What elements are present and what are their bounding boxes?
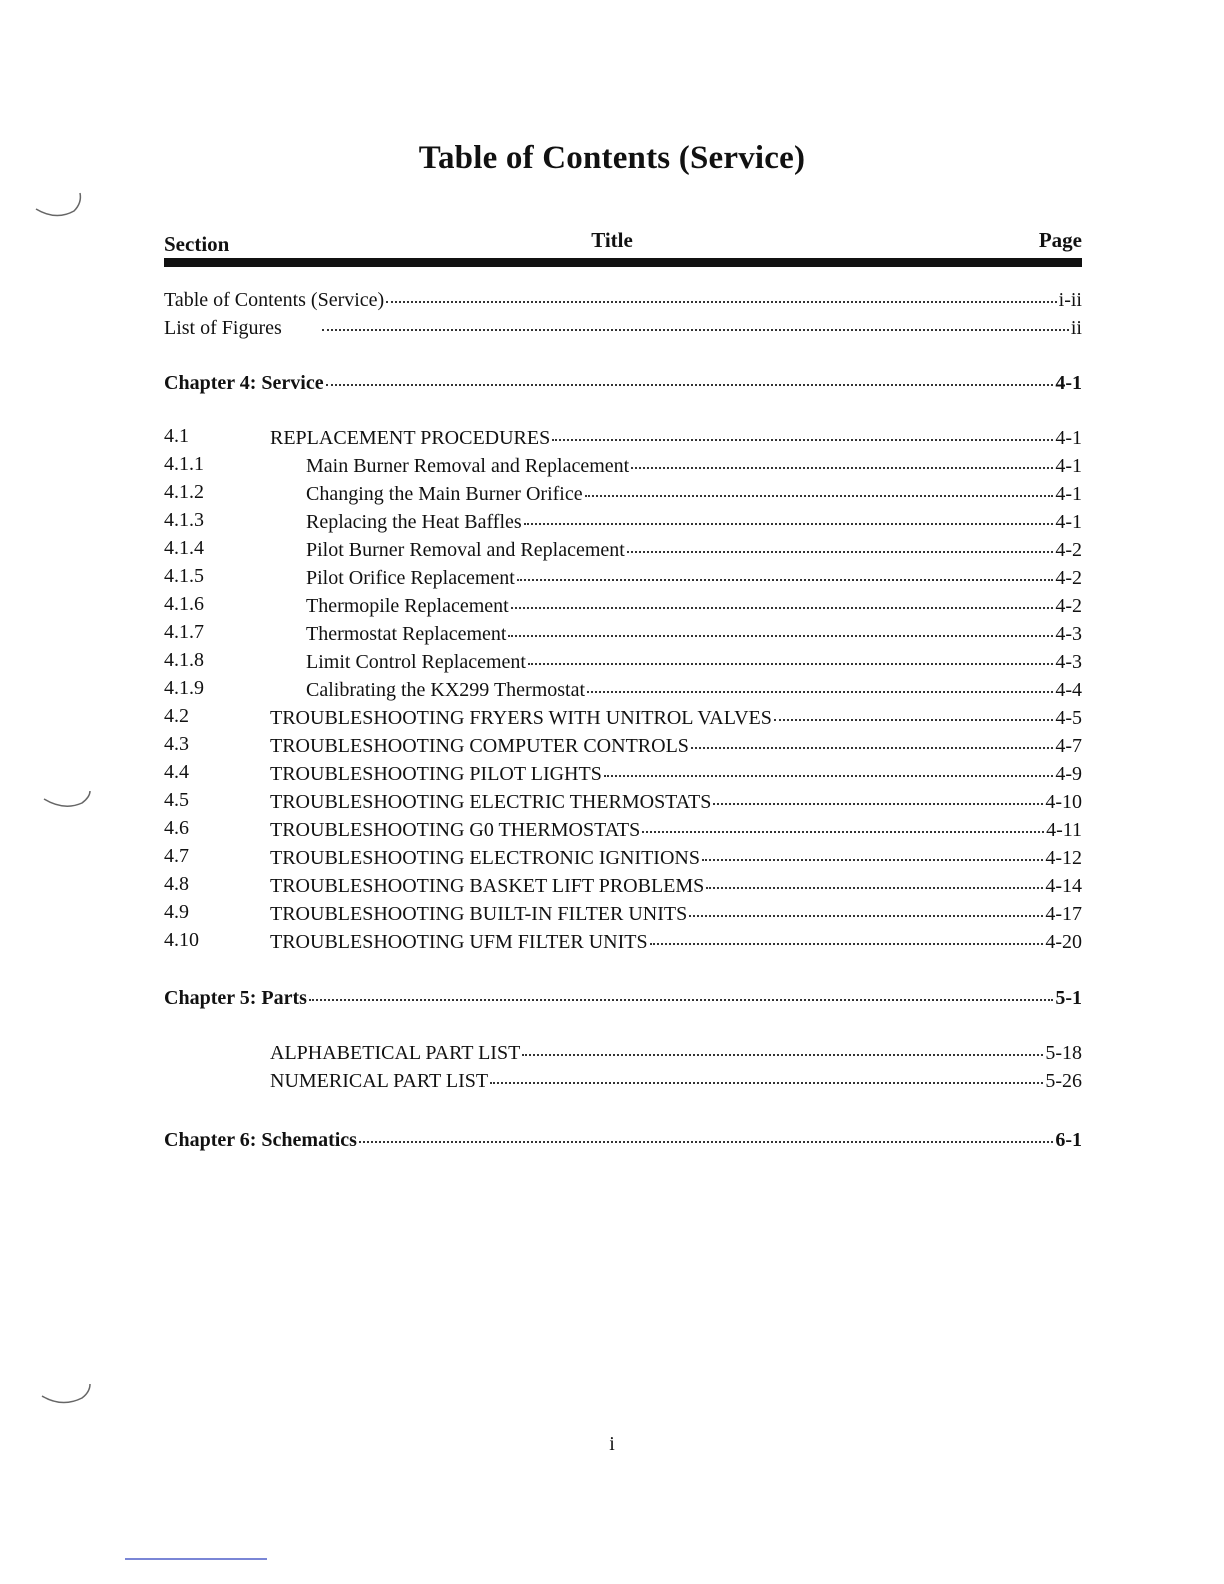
toc-page: 4-11 bbox=[1046, 819, 1082, 841]
toc-label: TROUBLESHOOTING G0 THERMOSTATS bbox=[270, 819, 641, 841]
dot-leader bbox=[627, 534, 1054, 553]
dot-leader bbox=[702, 842, 1043, 861]
chapter-label: Chapter 4: Service bbox=[164, 372, 324, 394]
toc-row[interactable] bbox=[164, 287, 1082, 313]
toc-row[interactable] bbox=[164, 901, 1082, 927]
dot-leader bbox=[691, 730, 1053, 749]
dot-leader bbox=[508, 618, 1053, 637]
toc-row[interactable] bbox=[164, 1068, 1082, 1094]
toc-page: 4-3 bbox=[1055, 623, 1082, 645]
toc-page: 4-14 bbox=[1045, 875, 1082, 897]
dot-leader bbox=[552, 422, 1053, 441]
toc-page: 4-7 bbox=[1055, 735, 1082, 757]
section-number: 4.1.8 bbox=[164, 649, 204, 671]
section-number: 4.1.1 bbox=[164, 453, 204, 475]
chapter-label: Chapter 5: Parts bbox=[164, 987, 307, 1009]
toc-page: 4-1 bbox=[1055, 455, 1082, 477]
section-number: 4.1.4 bbox=[164, 537, 204, 559]
section-number: 4.5 bbox=[164, 789, 189, 811]
toc-label: List of Figures bbox=[164, 317, 282, 339]
toc-page: 5-26 bbox=[1045, 1070, 1082, 1092]
dot-leader bbox=[604, 758, 1053, 777]
toc-page: 4-10 bbox=[1045, 791, 1082, 813]
section-number: 4.1.2 bbox=[164, 481, 204, 503]
dot-leader bbox=[706, 870, 1043, 889]
dot-leader bbox=[386, 284, 1056, 303]
toc-label: NUMERICAL PART LIST bbox=[270, 1070, 489, 1092]
toc-row[interactable] bbox=[164, 817, 1082, 843]
section-number: 4.2 bbox=[164, 705, 189, 727]
toc-label: ALPHABETICAL PART LIST bbox=[270, 1042, 521, 1064]
toc-page: 4-1 bbox=[1055, 483, 1082, 505]
toc-row[interactable] bbox=[164, 649, 1082, 675]
dot-leader bbox=[713, 786, 1043, 805]
toc-row[interactable] bbox=[164, 789, 1082, 815]
toc-row[interactable] bbox=[164, 677, 1082, 703]
column-header-page: Page bbox=[1038, 228, 1082, 252]
toc-page: 4-1 bbox=[1055, 427, 1082, 449]
section-number: 4.1.7 bbox=[164, 621, 204, 643]
section-number: 4.1.6 bbox=[164, 593, 204, 615]
toc-chapter-row[interactable] bbox=[164, 370, 1082, 396]
toc-row[interactable] bbox=[164, 509, 1082, 535]
chapter-page: 4-1 bbox=[1055, 372, 1082, 394]
toc-label: Thermopile Replacement bbox=[306, 595, 509, 617]
toc-label: Table of Contents (Service) bbox=[164, 289, 385, 311]
toc-label: TROUBLESHOOTING COMPUTER CONTROLS bbox=[270, 735, 689, 757]
toc-page: 4-1 bbox=[1055, 511, 1082, 533]
toc-row[interactable] bbox=[164, 425, 1082, 451]
toc-page: ii bbox=[1070, 317, 1082, 339]
dot-leader bbox=[517, 562, 1054, 581]
dot-leader bbox=[774, 702, 1053, 721]
dot-leader bbox=[524, 506, 1054, 525]
toc-label: Main Burner Removal and Replacement bbox=[306, 455, 630, 477]
toc-label: TROUBLESHOOTING PILOT LIGHTS bbox=[270, 763, 602, 785]
section-number: 4.8 bbox=[164, 873, 189, 895]
section-number: 4.1.3 bbox=[164, 509, 204, 531]
dot-leader bbox=[587, 674, 1053, 693]
dot-leader bbox=[511, 590, 1054, 609]
section-number: 4.1.9 bbox=[164, 677, 204, 699]
column-header-title: Title bbox=[591, 228, 633, 252]
page-title: Table of Contents (Service) bbox=[418, 140, 806, 176]
toc-row[interactable] bbox=[164, 761, 1082, 787]
punch-hole-mark-middle bbox=[40, 785, 100, 815]
toc-label: TROUBLESHOOTING BASKET LIFT PROBLEMS bbox=[270, 875, 705, 897]
toc-chapter-row[interactable] bbox=[164, 1127, 1082, 1153]
toc-row[interactable] bbox=[164, 453, 1082, 479]
section-number: 4.9 bbox=[164, 901, 189, 923]
toc-label: TROUBLESHOOTING UFM FILTER UNITS bbox=[270, 931, 648, 953]
dot-leader bbox=[309, 982, 1053, 1001]
toc-row[interactable] bbox=[164, 621, 1082, 647]
toc-row[interactable] bbox=[164, 481, 1082, 507]
dot-leader bbox=[322, 312, 1069, 331]
section-number: 4.10 bbox=[164, 929, 199, 951]
toc-row[interactable] bbox=[164, 565, 1082, 591]
toc-label: TROUBLESHOOTING FRYERS WITH UNITROL VALVES bbox=[270, 707, 772, 729]
toc-label: TROUBLESHOOTING ELECTRONIC IGNITIONS bbox=[270, 847, 700, 869]
toc-row[interactable] bbox=[164, 705, 1082, 731]
section-number: 4.6 bbox=[164, 817, 189, 839]
toc-row[interactable] bbox=[164, 733, 1082, 759]
toc-label: TROUBLESHOOTING ELECTRIC THERMOSTATS bbox=[270, 791, 712, 813]
toc-label: Limit Control Replacement bbox=[306, 651, 526, 673]
toc-label: REPLACEMENT PROCEDURES bbox=[270, 427, 551, 449]
toc-label: Calibrating the KX299 Thermostat bbox=[306, 679, 586, 701]
dot-leader bbox=[326, 367, 1054, 386]
toc-page: 4-2 bbox=[1055, 595, 1082, 617]
section-number: 4.1 bbox=[164, 425, 189, 447]
toc-page: 4-2 bbox=[1055, 539, 1082, 561]
section-number: 4.4 bbox=[164, 761, 189, 783]
section-number: 4.3 bbox=[164, 733, 189, 755]
toc-page: 4-17 bbox=[1045, 903, 1082, 925]
dot-leader bbox=[689, 898, 1043, 917]
toc-label: TROUBLESHOOTING BUILT-IN FILTER UNITS bbox=[270, 903, 688, 925]
toc-page: 5-18 bbox=[1045, 1042, 1082, 1064]
toc-page: 4-12 bbox=[1045, 847, 1082, 869]
header-rule bbox=[164, 258, 1082, 267]
punch-hole-mark-top bbox=[30, 185, 90, 225]
scan-edge-line bbox=[125, 1558, 267, 1560]
dot-leader bbox=[585, 478, 1054, 497]
toc-label: Changing the Main Burner Orifice bbox=[306, 483, 583, 505]
page-number: i bbox=[609, 1433, 615, 1455]
toc-label: Replacing the Heat Baffles bbox=[306, 511, 522, 533]
chapter-page: 6-1 bbox=[1055, 1129, 1082, 1151]
dot-leader bbox=[642, 814, 1044, 833]
toc-row[interactable] bbox=[164, 537, 1082, 563]
toc-page: 4-20 bbox=[1045, 931, 1082, 953]
toc-row[interactable] bbox=[164, 873, 1082, 899]
toc-row[interactable] bbox=[164, 1040, 1082, 1066]
toc-row[interactable] bbox=[164, 845, 1082, 871]
toc-page: i-ii bbox=[1058, 289, 1082, 311]
toc-label: Thermostat Replacement bbox=[306, 623, 507, 645]
dot-leader bbox=[359, 1124, 1053, 1143]
toc-row[interactable] bbox=[164, 929, 1082, 955]
toc-label: Pilot Burner Removal and Replacement bbox=[306, 539, 625, 561]
column-header-section: Section bbox=[164, 232, 230, 256]
dot-leader bbox=[528, 646, 1053, 665]
section-number: 4.7 bbox=[164, 845, 189, 867]
dot-leader bbox=[522, 1037, 1043, 1056]
chapter-page: 5-1 bbox=[1055, 987, 1082, 1009]
dot-leader bbox=[650, 926, 1044, 945]
toc-page: 4-3 bbox=[1055, 651, 1082, 673]
dot-leader bbox=[490, 1065, 1043, 1084]
section-number: 4.1.5 bbox=[164, 565, 204, 587]
toc-page: 4-4 bbox=[1055, 679, 1082, 701]
toc-row[interactable] bbox=[164, 593, 1082, 619]
toc-label: Pilot Orifice Replacement bbox=[306, 567, 515, 589]
chapter-label: Chapter 6: Schematics bbox=[164, 1129, 357, 1151]
toc-page: 4-9 bbox=[1055, 763, 1082, 785]
toc-page: 4-2 bbox=[1055, 567, 1082, 589]
toc-row[interactable] bbox=[164, 315, 1082, 341]
punch-hole-mark-bottom bbox=[38, 1380, 98, 1410]
toc-page: 4-5 bbox=[1055, 707, 1082, 729]
dot-leader bbox=[631, 450, 1053, 469]
toc-chapter-row[interactable] bbox=[164, 985, 1082, 1011]
